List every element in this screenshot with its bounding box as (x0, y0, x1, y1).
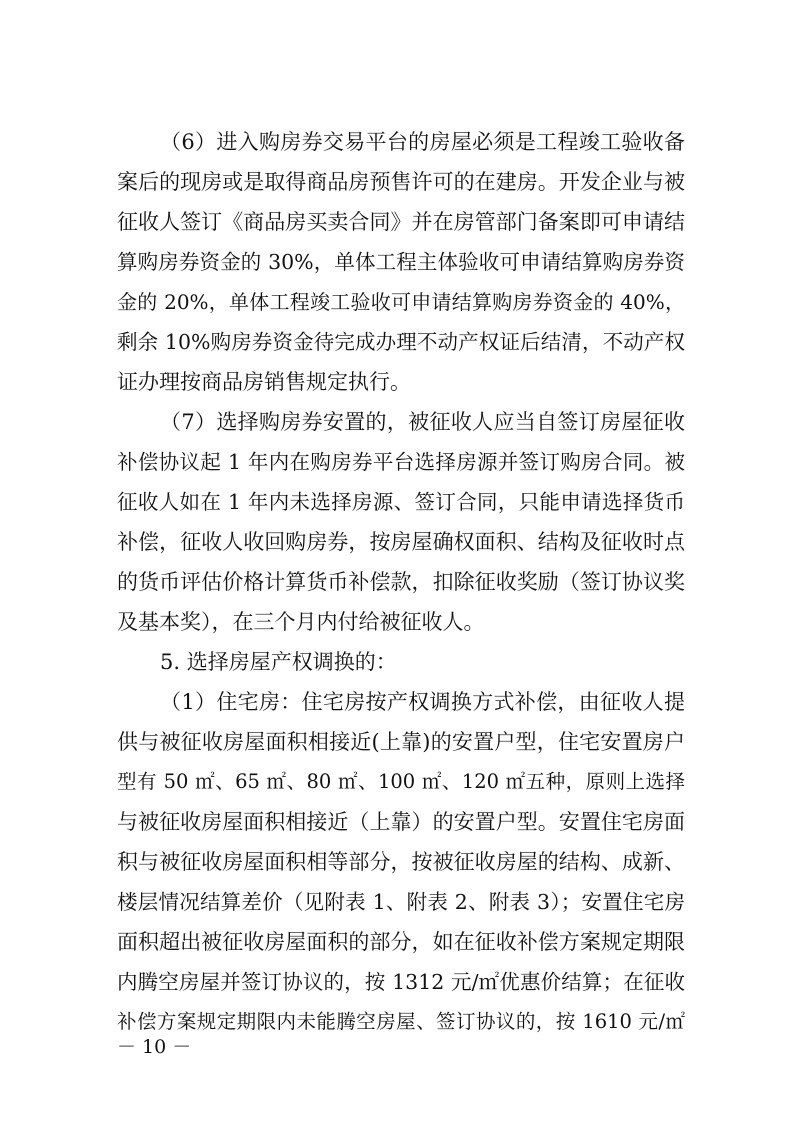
page-number: － 10 － (117, 1036, 192, 1058)
paragraph-1-line-1: （1）住宅房：住宅房按产权调换方式补偿，由征收人提 (160, 690, 685, 714)
paragraph-1-line-5: 积与被征收房屋面积相等部分，按被征收房屋的结构、成新、 (117, 850, 685, 874)
paragraph-1-line-9: 补偿方案规定期限内未能腾空房屋、签订协议的，按 1610 元/㎡ (117, 1010, 685, 1033)
paragraph-7-line-6: 及基本奖），在三个月内付给被征收人。 (117, 610, 485, 634)
paragraph-7-line-5: 的货币评估价格计算货币补偿款，扣除征收奖励（签订协议奖 (117, 570, 685, 594)
paragraph-7-line-4: 补偿，征收人收回购房券，按房屋确权面积、结构及征收时点 (117, 530, 685, 554)
paragraph-7-line-2: 补偿协议起 1 年内在购房券平台选择房源并签订购房合同。被 (117, 450, 685, 474)
paragraph-6-line-5: 金的 20%，单体工程竣工验收可申请结算购房券资金的 40%， (117, 290, 685, 314)
paragraph-6-line-2: 案后的现房或是取得商品房预售许可的在建房。开发企业与被 (117, 170, 685, 194)
paragraph-1-line-7: 面积超出被征收房屋面积的部分，如在征收补偿方案规定期限 (117, 930, 685, 954)
paragraph-6-line-6: 剩余 10%购房券资金待完成办理不动产权证后结清，不动产权 (117, 330, 685, 354)
paragraph-6-line-3: 征收人签订《商品房买卖合同》并在房管部门备案即可申请结 (117, 210, 685, 234)
paragraph-1-line-8: 内腾空房屋并签订协议的，按 1312 元/㎡优惠价结算；在征收 (117, 970, 685, 994)
paragraph-1-line-4: 与被征收房屋面积相接近（上靠）的安置户型。安置住宅房面 (117, 810, 685, 834)
paragraph-1-line-3: 型有 50 ㎡、65 ㎡、80 ㎡、100 ㎡、120 ㎡五种，原则上选择 (117, 770, 685, 793)
paragraph-1-line-6: 楼层情况结算差价（见附表 1、附表 2、附表 3）；安置住宅房 (117, 890, 685, 914)
section-5-heading: 5. 选择房屋产权调换的： (160, 650, 397, 674)
paragraph-7-line-3: 征收人如在 1 年内未选择房源、签订合同，只能申请选择货币 (117, 490, 685, 514)
paragraph-1-line-2: 供与被征收房屋面积相接近(上靠)的安置户型，住宅安置房户 (117, 730, 685, 754)
paragraph-6-line-4: 算购房券资金的 30%，单体工程主体验收可申请结算购房券资 (117, 250, 685, 274)
paragraph-6-line-1: （6）进入购房券交易平台的房屋必须是工程竣工验收备 (160, 130, 685, 154)
paragraph-7-line-1: （7）选择购房券安置的，被征收人应当自签订房屋征收 (160, 410, 685, 434)
paragraph-6-line-7: 证办理按商品房销售规定执行。 (117, 370, 411, 394)
